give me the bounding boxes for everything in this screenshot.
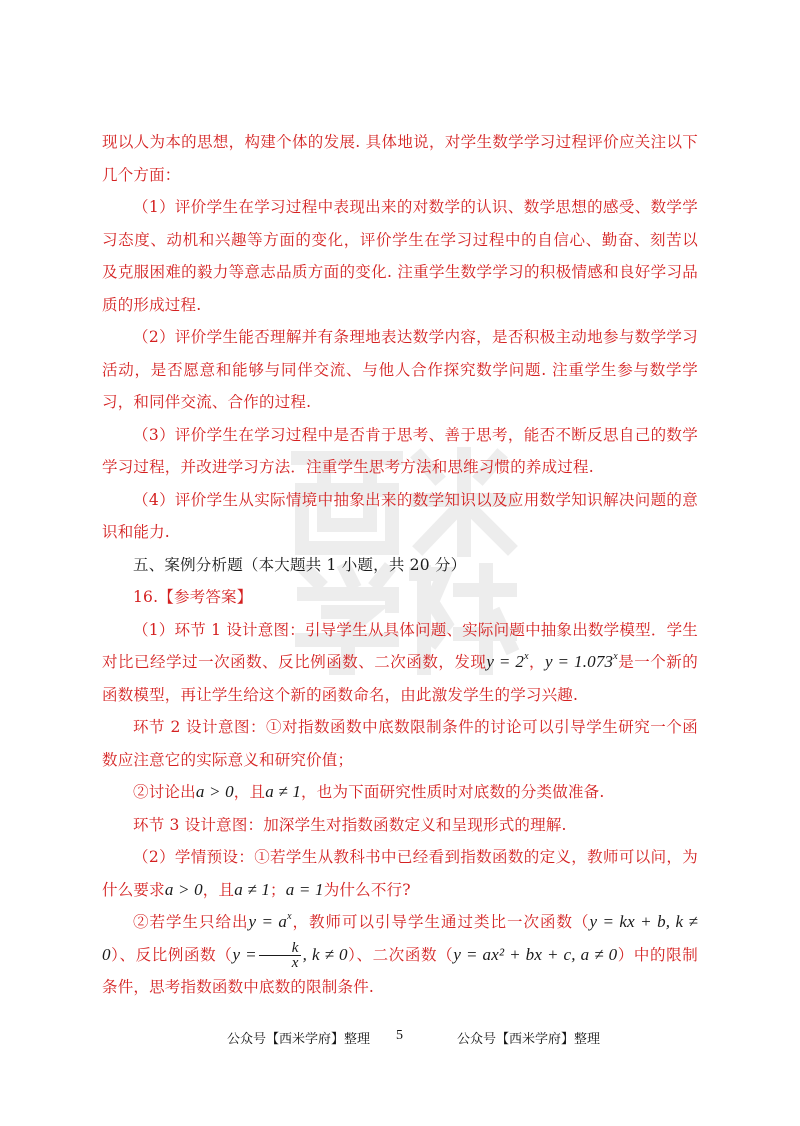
paragraph-discussion: ②讨论出a > 0，且a ≠ 1，也为下面研究性质时对底数的分类做准备. — [133, 782, 605, 801]
paragraph-stage-1 — [102, 614, 698, 712]
paragraph-stage-3: 环节 3 设计意图：加深学生对指数函数定义和呈现形式的理解. — [133, 815, 567, 834]
equation-y-ax: $y = a^x$ — [248, 911, 292, 931]
stage-1-text-a: （1）环节 1 设计意图：引导学生从具体问题、实际问题中抽象出数学模型．学生对比已经学过一次函数、反比例函数、二次函数，发现 — [102, 620, 698, 671]
paragraph-analogy: ②若学生只给出$y = a^x$，教师可以引导学生通过类比一次函数（y = kx + b, k ≠ 0）、反比例函数（y = $\frac{k}{x}$ , k ≠ 0）、二次函数（y = ax² + bx + c, a ≠ 0）中的限制条件，思考指数函数中底数的限制条件. — [102, 911, 698, 996]
equation-a-ne-1: a ≠ 1 — [234, 879, 271, 899]
section-heading: 五、案例分析题（本大题共 1 小题，共 20 分） — [133, 555, 467, 574]
equation-linear: y = kx + b, k ≠ 0 — [102, 912, 698, 964]
equation-inverse-post: , k ≠ 0 — [302, 944, 348, 964]
equation-quadratic: y = ax² + bx + c, a ≠ 0 — [453, 944, 618, 964]
equation-inverse-pre: y = — [232, 944, 257, 964]
answer-heading: 16.【参考答案】 — [133, 588, 253, 606]
paragraph-item-1: （1）评价学生在学习过程中表现出来的对数学的认识、数学思想的感受、数学学习态度、动机和兴趣等方面的变化，评价学生在学习过程中的自信心、勤奋、刻苦以及克服困难的毅力等意志品质方面的变化. 注重学生数学学习的积极情感和良好学习品质的形成过程. — [102, 198, 698, 314]
body-text — [102, 126, 698, 1004]
page-number: 5 — [396, 1028, 403, 1043]
paragraph-item-2: （2）评价学生能否理解并有条理地表达数学内容，是否积极主动地参与数学学习活动，是否愿意和能够与同伴交流、与他人合作探究数学问题. 注重学生参与数学学习，和同伴交流、合作的过程. — [102, 328, 698, 411]
stage-1-text-b: 是一个新的函数模型，再让学生给这个新的函数命名，由此激发学生的学习兴趣. — [102, 653, 698, 704]
paragraph-learning-preview: （2）学情预设：①若学生从教科书中已经看到指数函数的定义，教师可以问，为什么要求a > 0，且a ≠ 1；a = 1为什么不行? — [102, 848, 698, 899]
paragraph-item-3: （3）评价学生在学习过程中是否肯于思考、善于思考，能否不断反思自己的数学学习过程，并改进学习方法．注重学生思考方法和思维习惯的养成过程. — [102, 425, 698, 476]
paragraph-stage-2: 环节 2 设计意图：①对指数函数中底数限制条件的讨论可以引导学生研究一个函数应注意它的实际意义和研究价值； — [102, 718, 698, 769]
equation-separator: ， — [528, 653, 546, 671]
footer-source-right: 公众号【西米学府】整理 — [457, 1032, 601, 1047]
equation-a-ne-1: a ≠ 1 — [265, 782, 302, 801]
fraction-k-over-x: $\frac{k}{x}$ — [259, 941, 301, 970]
paragraph-intro: 现以人为本的思想，构建个体的发展. 具体地说，对学生数学学习过程评价应关注以下几个方面： — [102, 133, 698, 184]
paragraph-item-4: （4）评价学生从实际情境中抽象出来的数学知识以及应用数学知识解决问题的意识和能力. — [102, 490, 698, 541]
equation-a-gt-0: a > 0 — [195, 782, 234, 801]
footer-source-left: 公众号【西米学府】整理 — [227, 1032, 371, 1047]
equation-y-2x: $y = 2^x$ — [486, 651, 529, 671]
equation-y-1073x: $y = 1.073^x$ — [545, 651, 618, 671]
equation-a-gt-0: a > 0 — [164, 879, 203, 899]
equation-a-eq-1: a = 1 — [285, 879, 324, 899]
